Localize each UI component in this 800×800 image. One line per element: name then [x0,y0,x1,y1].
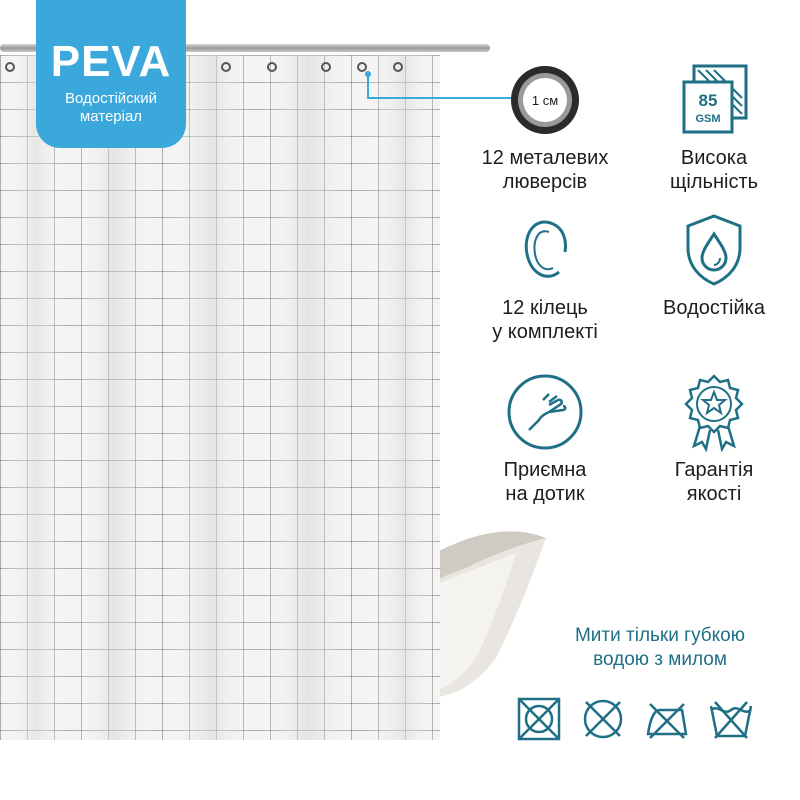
quality-rosette-icon [674,372,754,452]
shower-curtain-image [0,55,440,740]
feature-quality-line2: якості [686,483,742,505]
feature-waterproof [629,210,799,320]
care-line2: водою з милом [593,649,727,670]
badge-title: PEVA [50,37,172,86]
waterproof-shield-icon [674,210,754,290]
soft-touch-hand-icon [505,372,585,452]
care-line1: Мити тільки губкою [574,625,746,646]
feature-soft-touch-label [460,458,630,506]
feature-quality-label [629,458,799,506]
feature-soft-touch-line2: на дотик [505,483,585,505]
care-symbols [516,696,776,742]
care-instructions [510,624,800,672]
bathtub-image [426,528,556,698]
feature-waterproof-line1: Водостійка [663,297,765,319]
feature-density-line1: Висока [680,147,748,169]
gsm-value: 85 [698,91,718,110]
feature-grommets [460,60,630,194]
feature-grommets-line2: люверсів [502,171,588,193]
feature-rings-line1: 12 кілець [502,297,588,319]
feature-rings-label [460,296,630,344]
do-not-bleach-icon [580,696,626,742]
ring-icon [505,210,585,290]
badge-subtitle-line2: матеріал [79,108,143,125]
feature-soft-touch-line1: Приємна [503,459,587,481]
feature-grommets-label [460,146,630,194]
do-not-iron-icon [644,696,690,742]
feature-rings-line2: у комплекті [492,321,598,343]
feature-quality [629,372,799,506]
badge-subtitle-line1: Водостійский [64,90,157,107]
feature-grommets-line1: 12 металевих [481,147,609,169]
density-icon [674,60,754,140]
gsm-unit: GSM [695,113,721,125]
no-machine-wash-icon [516,696,562,742]
feature-density-label [629,146,799,194]
feature-density [629,60,799,194]
peva-badge [36,0,186,148]
feature-quality-line1: Гарантія [674,459,754,481]
badge-subtitle [36,90,186,126]
do-not-wash-icon [708,696,754,742]
feature-rings [460,210,630,344]
grommet-icon [505,60,585,140]
feature-density-line2: щільність [669,171,759,193]
feature-waterproof-label [629,296,799,320]
grommet-size-label: 1 см [531,93,559,108]
feature-soft-touch [460,372,630,506]
